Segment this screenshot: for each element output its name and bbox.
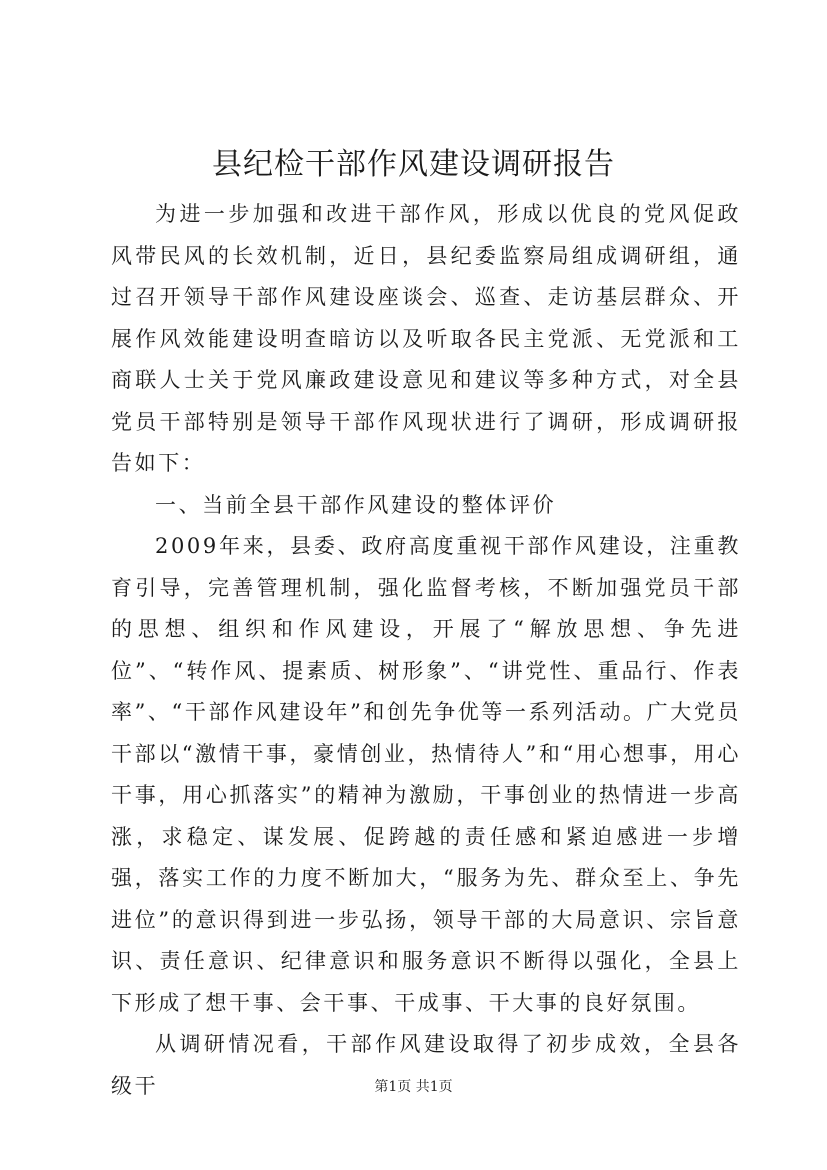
page-number-footer: 第1页 共1页 bbox=[374, 1079, 453, 1095]
paragraph-intro: 为进一步加强和改进干部作风，形成以优良的党风促政风带民风的长效机制，近日，县纪委监察局组成调研组，通过召开领导干部作风建设座谈会、巡查、走访基层群众、开展作风效能建设明查暗访以及听取各民主党派、无党派和工商联人士关于党风廉政建设意见和建议等多种方式，对全县党员干部特别是领导干部作风现状进行了调研，形成调研报告如下： bbox=[111, 202, 741, 475]
paragraph-findings: 从调研情况看，干部作风建设取得了初步成效，全县各级干 bbox=[111, 1032, 741, 1098]
paragraph-evaluation: 2009年来，县委、政府高度重视干部作风建设，注重教育引导，完善管理机制，强化监督考核，不断加强党员干部的思想、组织和作风建设，开展了“解放思想、争先进位”、“转作风、提素质、树形象”、“讲党性、重品行、作表率”、“干部作风建设年”和创先争优等一系列活动。广大党员干部以“激情干事，豪情创业，热情待人”和“用心想事，用心干事，用心抓落实”的精神为激励，干事创业的热情进一步高涨，求稳定、谋发展、促跨越的责任感和紧迫感进一步增强，落实工作的力度不断加大，“服务为先、群众至上、争先进位”的意识得到进一步弘扬，领导干部的大局意识、宗旨意识、责任意识、纪律意识和服务意识不断得以强化，全县上下形成了想干事、会干事、干成事、干大事的良好氛围。 bbox=[111, 534, 742, 1015]
section-heading: 一、当前全县干部作风建设的整体评价 bbox=[155, 492, 557, 517]
document-title: 县纪检干部作风建设调研报告 bbox=[212, 147, 615, 182]
document-body bbox=[111, 194, 741, 1107]
